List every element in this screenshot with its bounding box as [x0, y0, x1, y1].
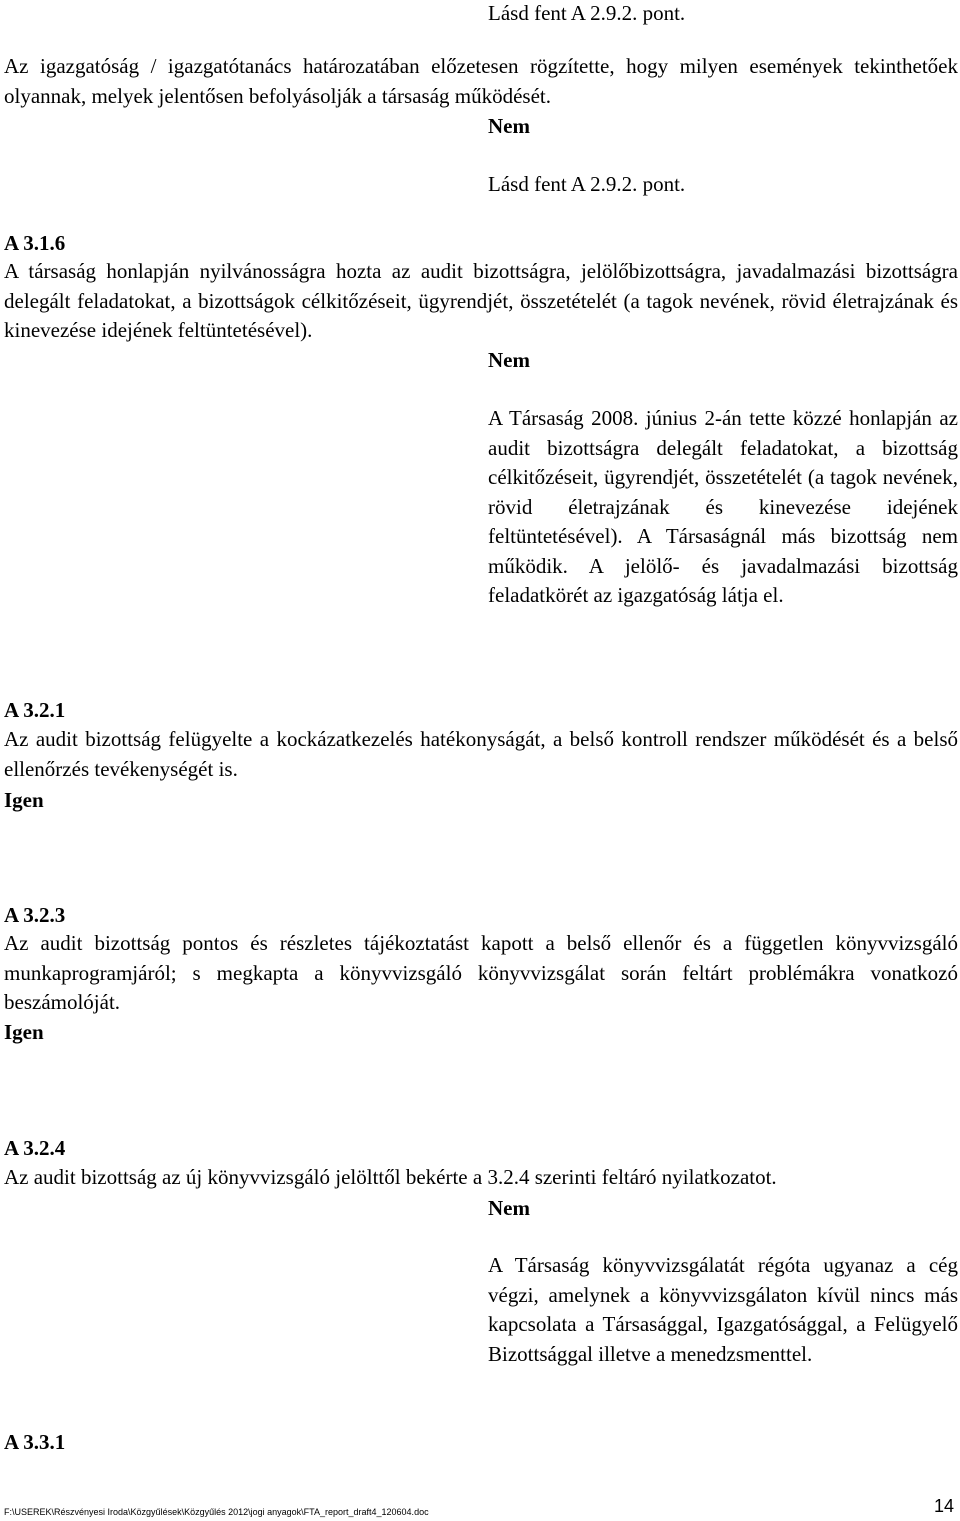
section-323-answer: Igen	[4, 1020, 44, 1044]
top-reference: Lásd fent A 2.9.2. pont.	[488, 1, 686, 25]
section-323-heading: A 3.2.3	[4, 903, 66, 927]
section-316-answer: Nem	[488, 348, 530, 372]
block-a-answer: Nem	[488, 114, 530, 138]
section-324-answer: Nem	[488, 1196, 530, 1220]
section-321-answer: Igen	[4, 788, 44, 812]
block-a-question: Az igazgatóság / igazgatótanács határozatában előzetesen rögzítette, hogy milyen események tekinthetőek olyannak, melyek jelentősen befolyásolják a társaság működését.	[4, 54, 958, 108]
section-316-heading: A 3.1.6	[4, 231, 66, 255]
section-324-question: Az audit bizottság az új könyvvizsgáló jelölttől bekérte a 3.2.4 szerinti feltáró nyilatkozatot.	[4, 1165, 777, 1189]
footer-file-path: F:\USEREK\Részvényesi Iroda\Közgyűlések\Közgyűlés 2012\jogi anyagok\FTA_report_draft4_120604.doc	[4, 1507, 429, 1517]
section-324-comment: A Társaság könyvvizsgálatát régóta ugyanaz a cég végzi, amelynek a könyvvizsgálaton kívül nincs más kapcsolata a Társasággal, Igazgatósággal, a Felügyelő Bizottsággal illetve a menedzsmenttel.	[488, 1253, 958, 1366]
block-a-comment: Lásd fent A 2.9.2. pont.	[488, 172, 686, 196]
page-number: 14	[933, 1496, 954, 1516]
section-331-heading: A 3.3.1	[4, 1430, 66, 1454]
section-316-question: A társaság honlapján nyilvánosságra hozta az audit bizottságra, jelölőbizottságra, javadalmazási bizottságra delegált feladatokat, a bizottságok célkitőzéseit, ügyrendjét, összetételét (a tagok nevének, rövid életrajzának és kinevezése idejének feltüntetésével).	[4, 259, 958, 342]
section-321-heading: A 3.2.1	[4, 698, 66, 722]
section-324-heading: A 3.2.4	[4, 1136, 66, 1160]
section-316-comment: A Társaság 2008. június 2-án tette közzé honlapján az audit bizottságra delegált feladatokat, a bizottság célkitőzéseit, ügyrendjét, összetételét (a tagok nevének, rövid életrajzának és kinevezése idejének feltüntetésével). A Társaságnál más bizottság nem működik. A jelölő- és javadalmazási bizottság feladatkörét az igazgatóság látja el.	[488, 406, 958, 607]
section-323-question: Az audit bizottság pontos és részletes tájékoztatást kapott a belső ellenőr és a független könyvvizsgáló munkaprogramjáról; s megkapta a könyvvizsgáló könyvvizsgálat során feltárt problémákra vonatkozó beszámolóját.	[4, 931, 958, 1014]
section-321-question: Az audit bizottság felügyelte a kockázatkezelés hatékonyságát, a belső kontroll rendszer működését és a belső ellenőrzés tevékenységét is.	[4, 727, 958, 781]
